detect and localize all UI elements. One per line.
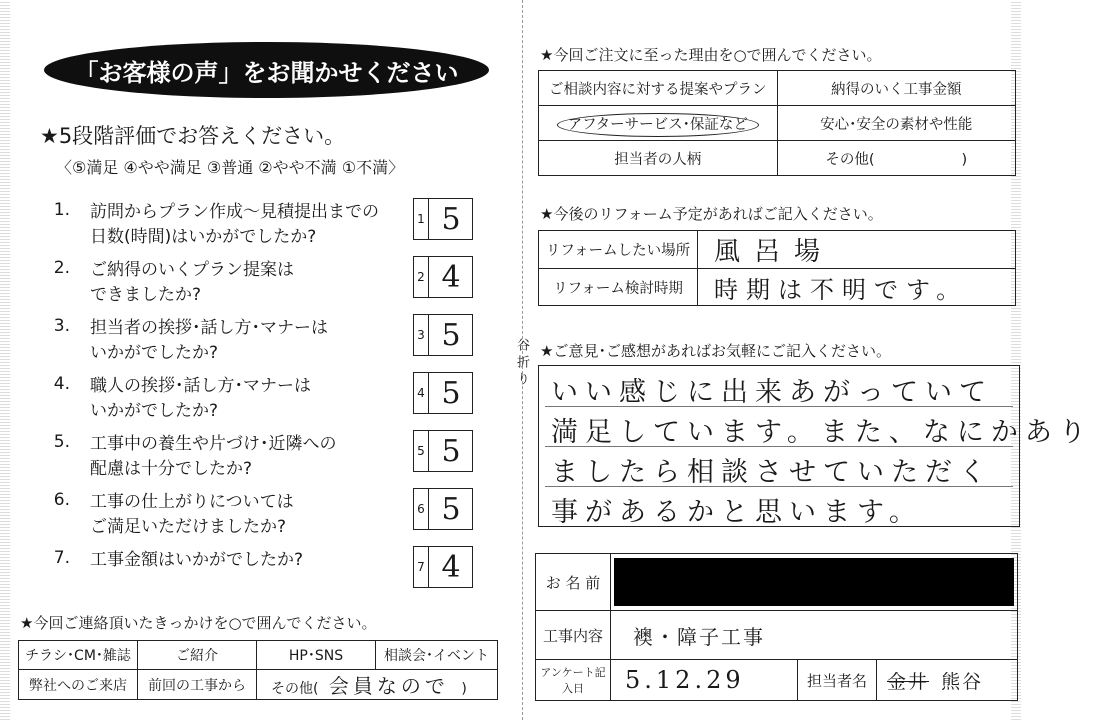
score-index: 7 [414,547,429,587]
reform-time-value[interactable]: 時期は不明です。 [698,269,1016,306]
reason-table [538,70,1016,176]
staff-name: 熊谷 [941,670,984,693]
name-field[interactable] [611,554,1018,611]
question-text [90,258,294,308]
comment-line-2: 満足しています。また、なにかあり [551,417,1093,448]
reform-table [538,230,1016,306]
option-previous-work[interactable]: 前回の工事から [138,670,257,700]
score-box[interactable] [413,546,473,588]
question-text [90,374,311,424]
question-line-2: いかがでしたか? [90,343,219,363]
option-other[interactable] [257,670,498,700]
comment-heading: ★ご意見･ご感想があればお気軽にご記入ください。 [540,342,891,360]
option-event[interactable]: 相談会･イベント [376,641,498,670]
name-label: お 名 前 [536,554,611,611]
score-value: 5 [441,491,461,527]
question-text [90,490,294,540]
question-line-1: 担当者の挨拶･話し方･マナーは [90,318,328,338]
question-line-1: 訪問からプラン作成〜見積提出までの [90,202,379,222]
comment-line-3: ましたら相談させていただく [551,457,993,488]
reason-other[interactable]: その他( ) [777,141,1016,176]
option-referral[interactable]: ご紹介 [138,641,257,670]
score-index: 4 [414,373,429,413]
reason-price[interactable]: 納得のいく工事金額 [777,71,1016,106]
contact-options-table [18,640,498,700]
rating-heading: ★5段階評価でお答えください。 [40,124,346,148]
reform-time-label: リフォーム検討時期 [539,269,698,306]
score-box[interactable] [413,198,473,240]
score-box[interactable] [413,430,473,472]
question-number: 5. [53,432,70,452]
question-line-2: 配慮は十分でしたか? [90,459,253,479]
question-line-1: 工事金額はいかがでしたか? [90,550,304,570]
score-box[interactable] [413,256,473,298]
score-value: 5 [441,201,461,237]
question-line-1: 工事の仕上がりについては [90,492,294,512]
staff-struck-name: 金井 [887,670,930,693]
score-box[interactable] [413,314,473,356]
question-line-2: いかがでしたか? [90,401,219,421]
work-value[interactable]: 襖・障子工事 [611,611,1018,660]
left-scan-edge [0,0,10,720]
option-other-handwritten: 会員なので [328,674,449,698]
question-number: 3. [53,316,70,336]
question-number: 2. [53,258,70,278]
reform-place-label: リフォームしたい場所 [539,231,698,269]
question-line-1: ご納得のいくプラン提案は [90,260,294,280]
survey-title-banner: 「お客様の声」をお聞かせください [44,42,489,98]
date-label: アンケート記入日 [536,660,611,701]
score-value: 5 [441,317,461,353]
score-index: 1 [414,199,429,239]
rating-legend: 〈⑤満足 ④やや満足 ③普通 ②やや不満 ①不満〉 [56,158,405,177]
score-index: 2 [414,257,429,297]
score-box[interactable] [413,372,473,414]
score-index: 5 [414,431,429,471]
question-line-1: 工事中の養生や片づけ･近隣への [90,434,337,454]
reason-materials[interactable]: 安心･安全の素材や性能 [777,106,1016,141]
score-value: 4 [441,549,461,585]
reason-after-service[interactable] [539,106,778,141]
option-store-visit[interactable]: 弊社へのご来店 [19,670,138,700]
reason-heading: ★今回ご注文に至った理由を○で囲んでください。 [540,46,882,64]
staff-label: 担当者名 [798,660,877,701]
contact-heading: ★今回ご連絡頂いたきっかけを○で囲んでください。 [20,614,377,632]
reason-after-service-circled: アフターサービス･保証など [557,113,759,137]
work-label: 工事内容 [536,611,611,660]
question-text [90,548,303,573]
reason-proposal[interactable]: ご相談内容に対する提案やプラン [539,71,778,106]
comment-line-1: いい感じに出来あがっていて [551,377,993,408]
option-hp-sns[interactable]: HP･SNS [257,641,376,670]
date-value[interactable]: 5.12.29 [611,660,798,701]
option-other-label: その他( [271,681,319,697]
name-redaction [614,558,1014,606]
reform-heading: ★今後のリフォーム予定があればご記入ください。 [540,205,883,223]
question-number: 7. [53,548,70,568]
score-index: 3 [414,315,429,355]
score-value: 5 [441,375,461,411]
score-index: 6 [414,489,429,529]
staff-field[interactable] [877,660,1018,701]
question-line-1: 職人の挨拶･話し方･マナーは [90,376,311,396]
reason-staff[interactable]: 担当者の人柄 [539,141,778,176]
question-text [90,432,337,482]
question-number: 6. [53,490,70,510]
reform-place-value[interactable]: 風呂場 [698,231,1016,269]
score-value: 5 [441,433,461,469]
question-line-2: ご満足いただけましたか? [90,517,287,537]
question-text [90,316,328,366]
comment-box[interactable] [538,365,1093,528]
question-number: 1. [53,200,70,220]
option-flyer[interactable]: チラシ･CM･雑誌 [19,641,138,670]
question-text [90,200,379,250]
option-other-close: ) [461,681,467,697]
score-box[interactable] [413,488,473,530]
customer-info-table [535,553,1018,701]
question-number: 4. [53,374,70,394]
comment-line-4: 事があるかと思います。 [551,497,923,528]
question-line-2: 日数(時間)はいかがでしたか? [90,227,317,247]
score-value: 4 [441,259,461,295]
question-line-2: できましたか? [90,285,202,305]
fold-label: 谷折り [514,338,529,389]
